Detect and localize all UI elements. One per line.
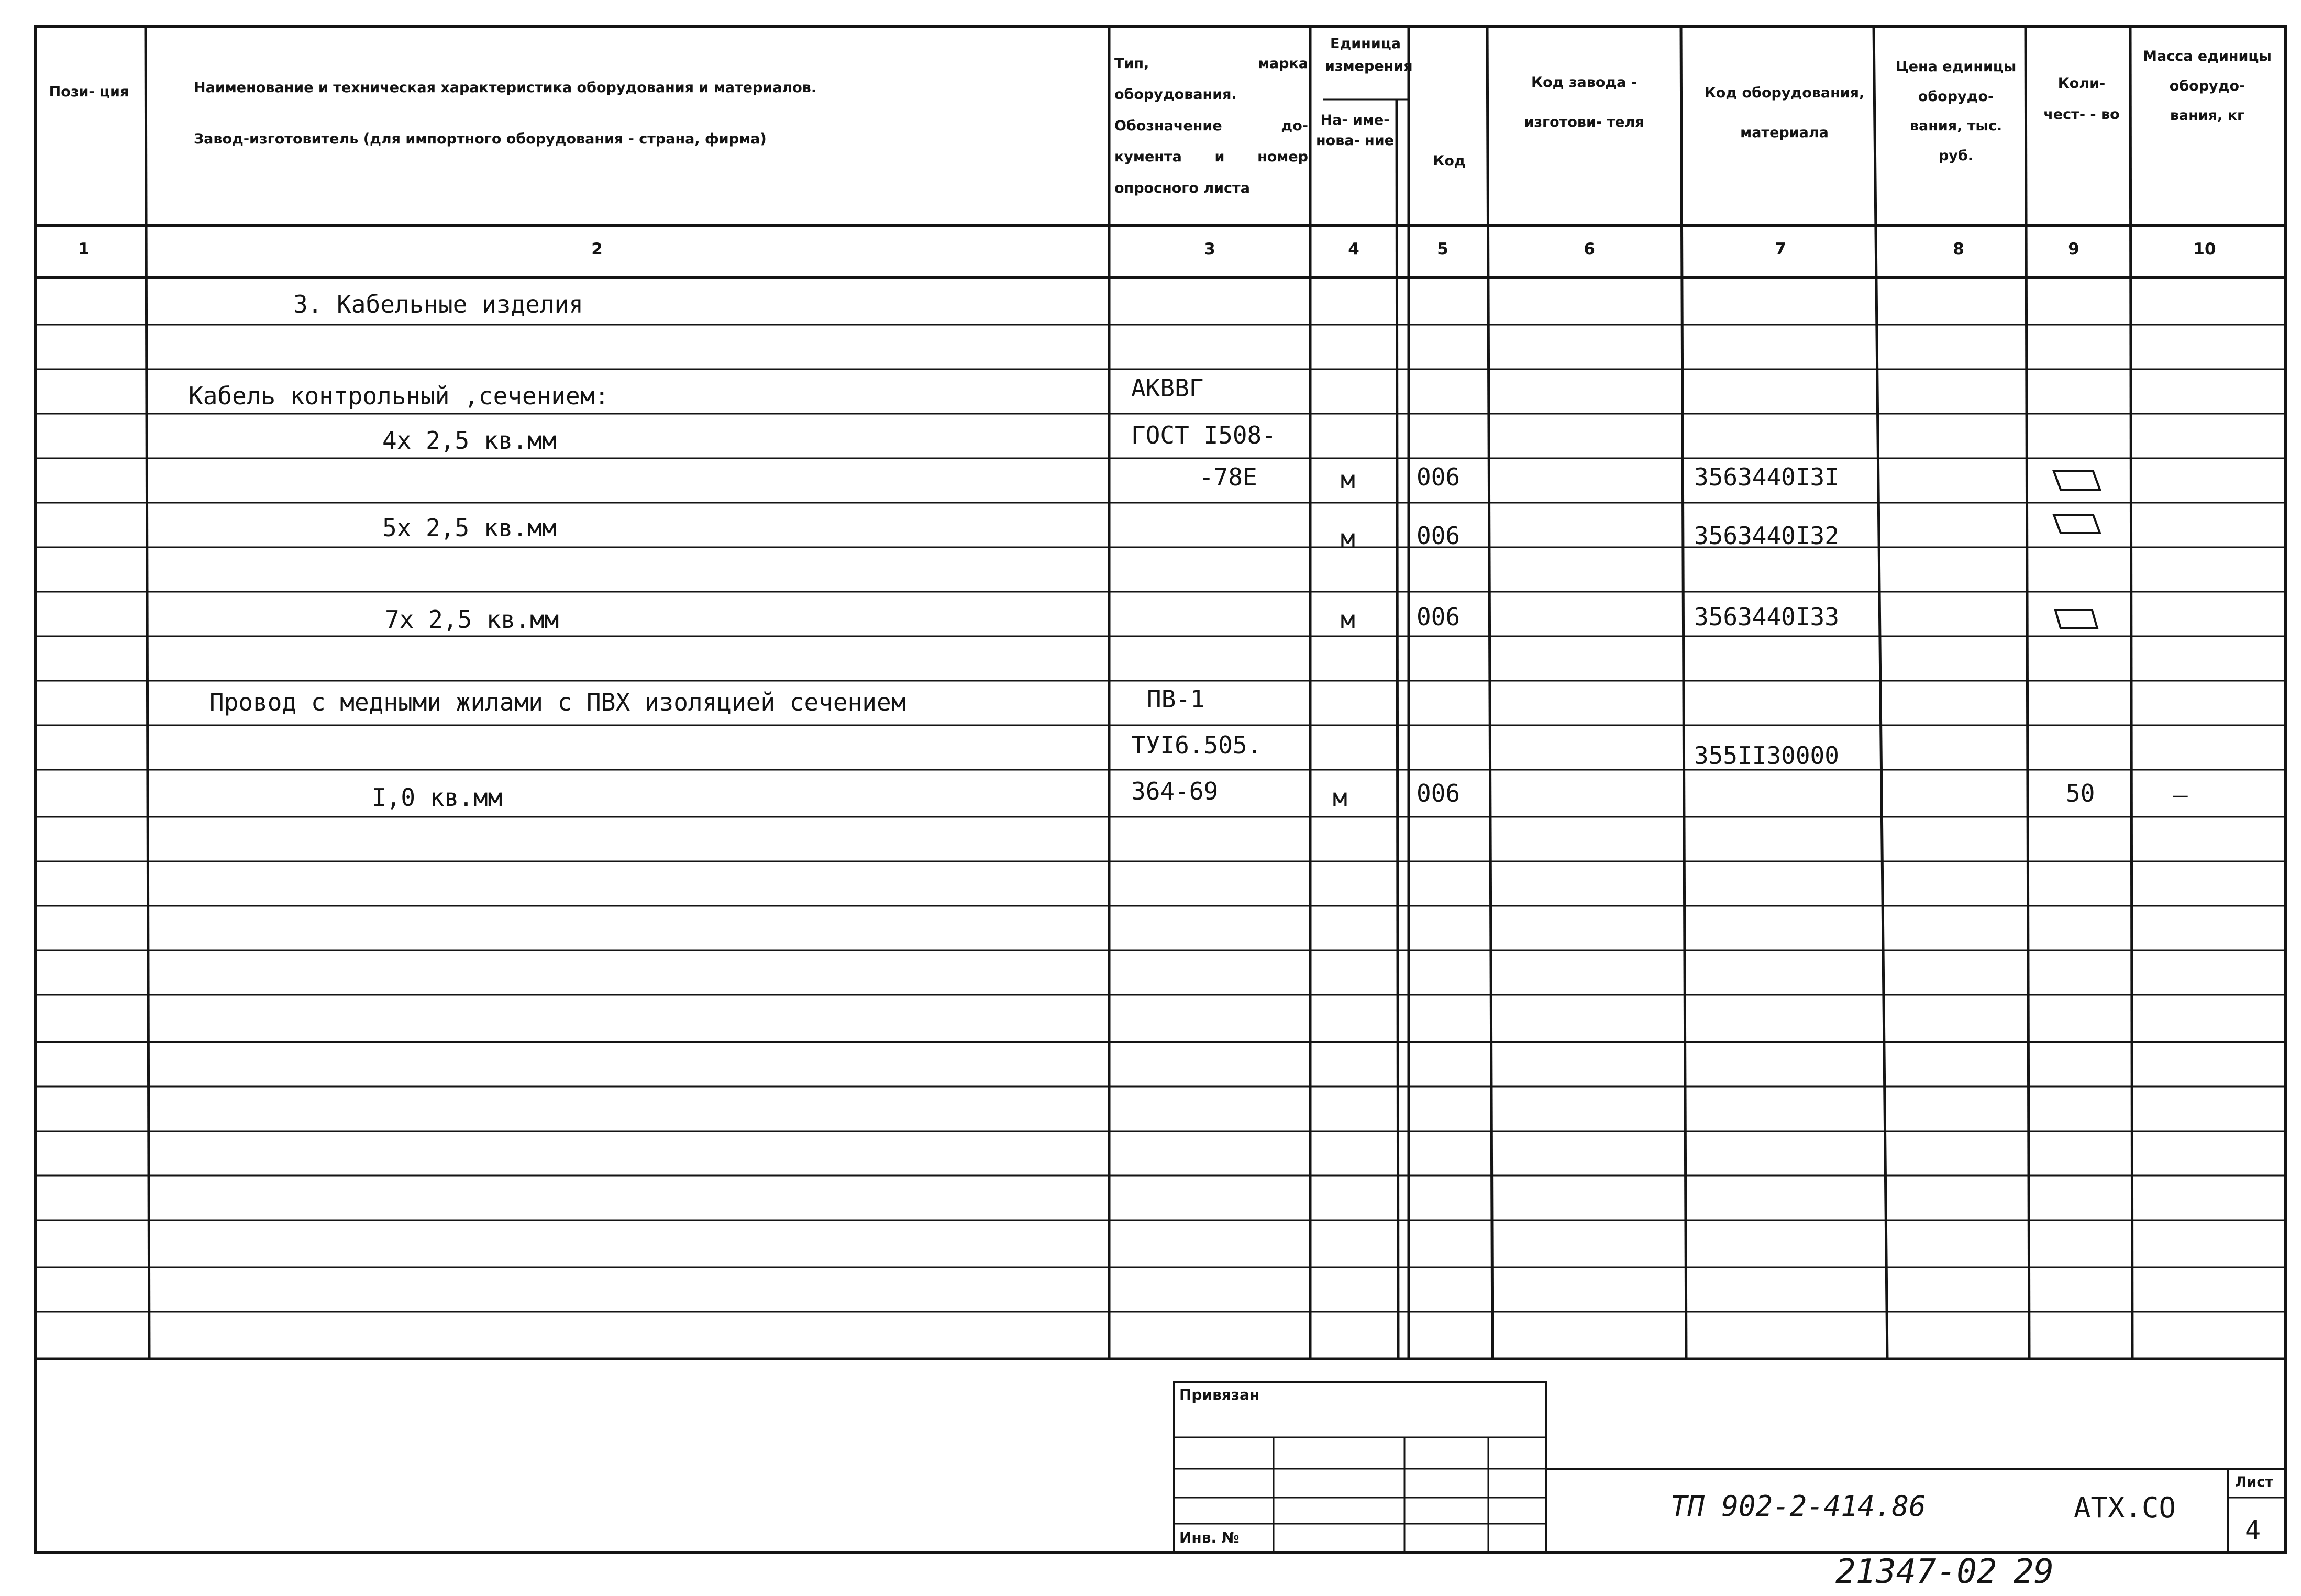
column-number: 5 (1437, 240, 1448, 259)
item1-doc-line2: -78Е (1199, 463, 1257, 491)
sheet-number: 4 (2245, 1515, 2261, 1545)
column-number: 7 (1775, 240, 1786, 259)
bound-label: Привязан (1179, 1386, 1260, 1403)
quantity-mark-item1 (2054, 471, 2100, 490)
sheet-label: Лист (2235, 1474, 2273, 1490)
column-number: 3 (1204, 240, 1215, 259)
quantity-marks (2054, 471, 2100, 628)
header-position: Пози- ция (49, 84, 129, 100)
item3-unit: м (1341, 605, 1355, 634)
item1-unit: м (1341, 465, 1355, 494)
quantity-mark-item2 (2054, 515, 2100, 533)
column-number: 9 (2068, 240, 2079, 259)
document-code: АТХ.СО (2074, 1491, 2176, 1524)
quantity-mark-item3 (2055, 610, 2097, 628)
column-number: 10 (2193, 240, 2216, 259)
item1-unit-code: 006 (1417, 463, 1461, 491)
item3-description: 7х 2,5 кв.мм (385, 605, 559, 634)
wire-type: ПВ-1 (1147, 685, 1205, 713)
wire-mass: – (2173, 781, 2188, 809)
cable-type: АКВВГ (1131, 374, 1204, 402)
header-price: Цена единицы оборудо- вания, тыс. руб. (1895, 59, 2017, 164)
wire-name: Провод с медными жилами с ПВХ изоляцией сечением (209, 688, 906, 716)
cable-name: Кабель контрольный ,сечением: (189, 382, 610, 410)
wire-material-code: 355II30000 (1694, 741, 1839, 770)
header-unit-code: Код (1433, 153, 1466, 169)
document-number: ТП 902-2-414.86 (1671, 1490, 1926, 1523)
header-quantity: Коли- чест- - во (2043, 75, 2120, 123)
item2-unit: м (1341, 524, 1355, 552)
wire-quantity: 50 (2066, 779, 2095, 807)
item1-description: 4х 2,5 кв.мм (382, 426, 557, 455)
header-type: Тип, марка оборудования. Обозначение до- кумента и номер опросного листа (1114, 56, 1308, 196)
column-number: 4 (1348, 240, 1359, 259)
header-name-line1: Наименование и техническая характеристика оборудования и материалов. (194, 80, 817, 96)
item2-description: 5х 2,5 кв.мм (382, 514, 557, 542)
wire-doc-line2: 364-69 (1131, 777, 1219, 805)
wire-unit-code: 006 (1417, 779, 1461, 807)
inventory-label: Инв. № (1179, 1529, 1240, 1546)
header-mass: Масса единицы оборудо- вания, кг (2143, 48, 2272, 124)
wire-description: I,0 кв.мм (372, 783, 503, 812)
wire-doc-line1: ТУI6.505. (1131, 731, 1262, 759)
item1-material-code: 3563440I3I (1694, 463, 1839, 491)
header-unit-name: На- име- нова- ние (1315, 112, 1394, 149)
item2-unit-code: 006 (1417, 522, 1461, 550)
archive-page: 29 (2014, 1553, 2054, 1591)
title-block (1174, 1382, 2286, 1553)
header-unit-group: Единица измерения (1325, 36, 1413, 75)
column-number: 8 (1953, 240, 1964, 259)
header-name-line2: Завод-изготовитель (для импортного оборудования - страна, фирма) (194, 131, 767, 147)
wire-unit: м (1333, 783, 1347, 812)
section-title: 3. Кабельные изделия (293, 290, 583, 318)
column-number: 1 (78, 240, 90, 259)
column-number: 6 (1584, 240, 1595, 259)
column-number: 2 (591, 240, 603, 259)
item3-unit-code: 006 (1417, 603, 1461, 631)
item3-material-code: 3563440I33 (1694, 603, 1839, 631)
item1-doc-line1: ГОСТ I508- (1131, 421, 1276, 449)
item2-material-code: 3563440I32 (1694, 522, 1839, 550)
archive-number: 21347-02 (1835, 1553, 1997, 1591)
header-maker-code: Код завода - изготови- теля (1524, 74, 1644, 130)
header-material-code: Код оборудования, материала (1704, 85, 1865, 141)
